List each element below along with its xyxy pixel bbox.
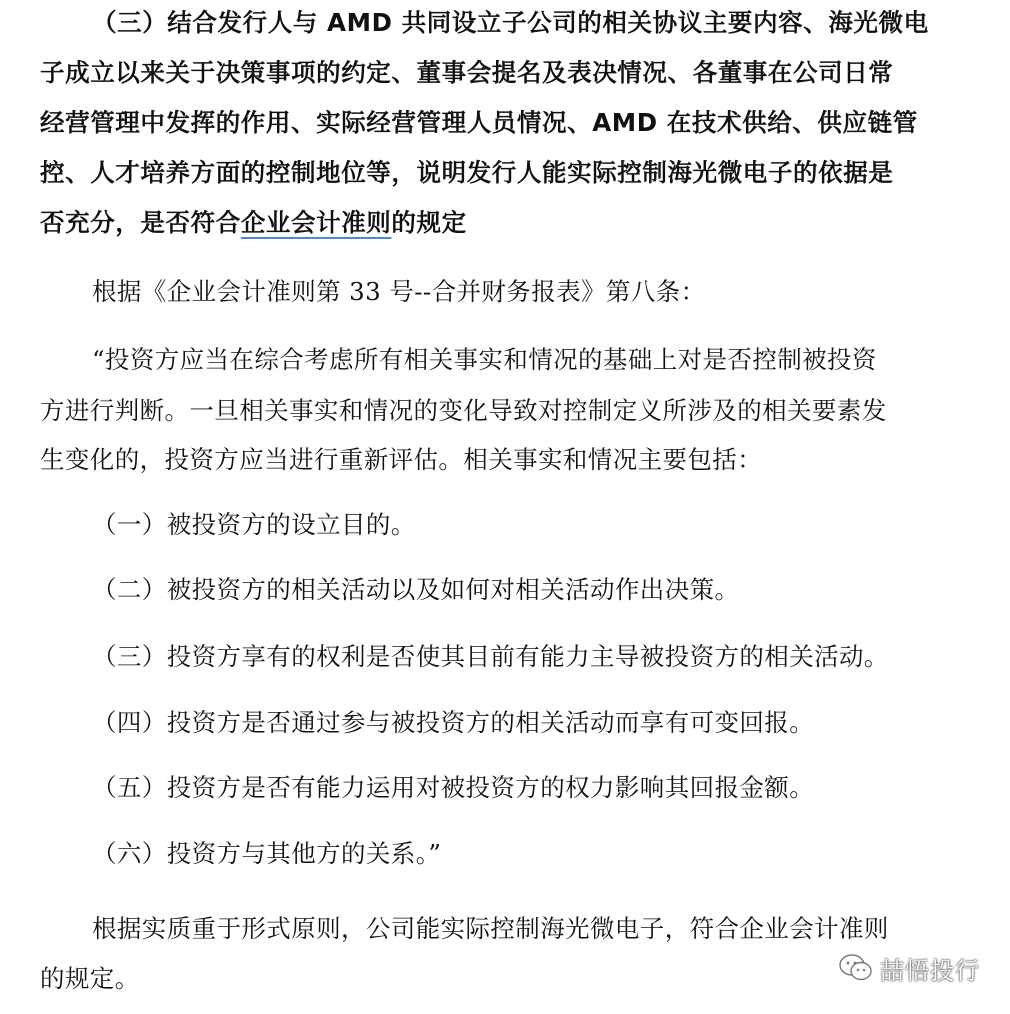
conclusion-line-1: 根据实质重于形式原则，公司能实际控制海光微电子，符合企业会计准则 [92,914,889,943]
watermark-text: 喆悟投行 [880,956,980,985]
list-item-3: （三）投资方享有的权利是否使其目前有能力主导被投资方的相关活动。 [92,642,889,671]
heading-line-2: 子成立以来关于决策事项的约定、董事会提名及表决情况、各董事在公司日常 [40,58,894,87]
list-item-1: （一）被投资方的设立目的。 [92,510,416,539]
heading-line-1: （三）结合发行人与 AMD 共同设立子公司的相关协议主要内容、海光微电 [92,8,929,37]
accounting-standards-link[interactable]: 企业会计准则 [240,208,392,237]
quote-line-2: 方进行判断。一旦相关事实和情况的变化导致对控制定义所涉及的相关要素发 [40,396,887,425]
list-item-4: （四）投资方是否通过参与被投资方的相关活动而享有可变回报。 [92,708,815,737]
heading-line-5-before: 否充分，是否符合 [40,208,241,237]
heading-line-3: 经营管理中发挥的作用、实际经营管理人员情况、AMD 在技术供给、供应链管 [40,108,918,137]
quote-line-3: 生变化的，投资方应当进行重新评估。相关事实和情况主要包括： [40,445,763,474]
wechat-icon [838,953,874,983]
heading-line-5 [40,206,467,240]
watermark [838,948,980,988]
list-item-2: （二）被投资方的相关活动以及如何对相关活动作出决策。 [92,575,740,604]
heading-line-4: 控、人才培养方面的控制地位等，说明发行人能实际控制海光微电子的依据是 [40,158,894,187]
list-item-6: （六）投资方与其他方的关系。” [92,839,442,868]
list-item-5: （五）投资方是否有能力运用对被投资方的权力影响其回报金额。 [92,773,815,802]
intro-text: 根据《企业会计准则第 33 号--合并财务报表》第八条： [92,277,706,306]
conclusion-line-2: 的规定。 [40,964,140,993]
heading-line-5-after: 的规定 [391,208,467,237]
quote-line-1: “投资方应当在综合考虑所有相关事实和情况的基础上对是否控制被投资 [92,345,877,374]
